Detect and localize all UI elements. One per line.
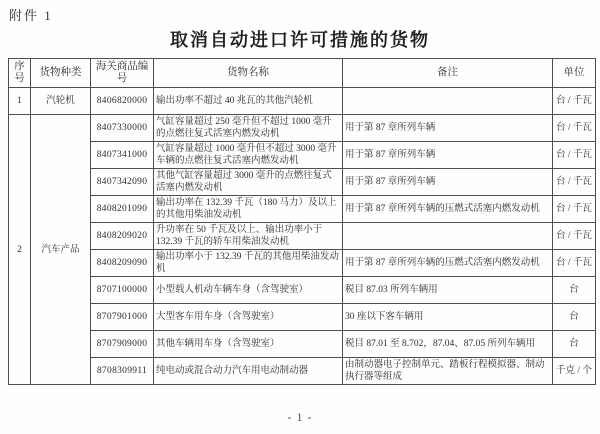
unit-cell: 台 / 千瓦 [553, 115, 596, 142]
note-cell: 用于第 87 章所列车辆 [343, 115, 553, 142]
code-cell: 8707901000 [91, 304, 154, 331]
table-row [9, 142, 596, 169]
note-cell: 用于第 87 章所列车辆的压燃式活塞内燃发动机 [343, 196, 553, 223]
seq-cell: 2 [9, 115, 31, 385]
code-cell: 8707909000 [91, 331, 154, 358]
name-cell: 气缸容量超过 250 毫升但不超过 1000 毫升的点燃往复式活塞内燃发动机 [154, 115, 343, 142]
unit-cell: 台 / 千瓦 [553, 196, 596, 223]
seq-cell: 1 [9, 88, 31, 115]
code-cell: 8407341000 [91, 142, 154, 169]
unit-cell: 台 [553, 277, 596, 304]
table-row [9, 358, 596, 385]
unit-cell: 台 / 千瓦 [553, 169, 596, 196]
unit-cell: 台 / 千瓦 [553, 250, 596, 277]
category-cell: 汽轮机 [31, 88, 91, 115]
code-cell: 8707100000 [91, 277, 154, 304]
unit-cell: 台 / 千瓦 [553, 88, 596, 115]
table-head-row [9, 59, 596, 88]
code-cell: 8408209090 [91, 250, 154, 277]
attachment-label: 附件 1 [9, 8, 53, 23]
page-number: - 1 - [287, 410, 313, 424]
unit-cell: 台 [553, 331, 596, 358]
note-cell: 由制动器电子控制单元、踏板行程模拟器、制动执行器等组成 [343, 358, 553, 385]
note-cell: 30 座以下客车辆用 [343, 304, 553, 331]
code-cell: 8407342090 [91, 169, 154, 196]
unit-cell: 台 / 千瓦 [553, 142, 596, 169]
name-cell: 气缸容量超过 1000 毫升但不超过 3000 毫升车辆的点燃往复式活塞内燃发动机 [154, 142, 343, 169]
table-row [9, 223, 596, 250]
table-row [9, 88, 596, 115]
name-cell: 大型客车用车身（含驾驶室） [154, 304, 343, 331]
column-header: 货物名称 [154, 59, 343, 88]
code-cell: 8408209020 [91, 223, 154, 250]
table-row [9, 304, 596, 331]
column-header: 单位 [553, 59, 596, 88]
name-cell: 升功率在 50 千瓦及以上、输出功率小于 132.39 千瓦的轿车用柴油发动机 [154, 223, 343, 250]
code-cell: 8406820000 [91, 88, 154, 115]
document-title: 取消自动进口许可措施的货物 [170, 30, 430, 50]
table-row [9, 331, 596, 358]
note-cell: 用于第 87 章所列车辆 [343, 142, 553, 169]
column-header: 序号 [9, 59, 31, 88]
code-cell: 8408201090 [91, 196, 154, 223]
table-body [9, 88, 596, 385]
table-row [9, 277, 596, 304]
goods-table [8, 58, 596, 385]
name-cell: 纯电动或混合动力汽车用电动制动器 [154, 358, 343, 385]
name-cell: 其他气缸容量超过 3000 毫升的点燃往复式活塞内燃发动机 [154, 169, 343, 196]
table-row [9, 169, 596, 196]
name-cell: 输出功率不超过 40 兆瓦的其他汽轮机 [154, 88, 343, 115]
column-header: 备注 [343, 59, 553, 88]
name-cell: 输出功率小于 132.39 千瓦的其他用柴油发动机 [154, 250, 343, 277]
table-row [9, 115, 596, 142]
name-cell: 输出功率在 132.39 千瓦（180 马力）及以上的其他用柴油发动机 [154, 196, 343, 223]
note-cell: 税目 87.03 所列车辆用 [343, 277, 553, 304]
note-cell: 用于第 87 章所列车辆的压燃式活塞内燃发动机 [343, 250, 553, 277]
table-row [9, 250, 596, 277]
name-cell: 其他车辆用车身（含驾驶室） [154, 331, 343, 358]
unit-cell: 台 / 千瓦 [553, 223, 596, 250]
note-cell: 税目 87.01 至 8.702，87.04、87.05 所列车辆用 [343, 331, 553, 358]
unit-cell: 千克 / 个 [553, 358, 596, 385]
category-cell: 汽车产品 [31, 115, 91, 385]
note-cell [343, 88, 553, 115]
note-cell: 用于第 87 章所列车辆 [343, 169, 553, 196]
name-cell: 小型载人机动车辆车身（含驾驶室） [154, 277, 343, 304]
column-header: 货物种类 [31, 59, 91, 88]
column-header: 海关商品编号 [91, 59, 154, 88]
note-cell [343, 223, 553, 250]
unit-cell: 台 [553, 304, 596, 331]
table-row [9, 196, 596, 223]
code-cell: 8708309911 [91, 358, 154, 385]
code-cell: 8407330000 [91, 115, 154, 142]
